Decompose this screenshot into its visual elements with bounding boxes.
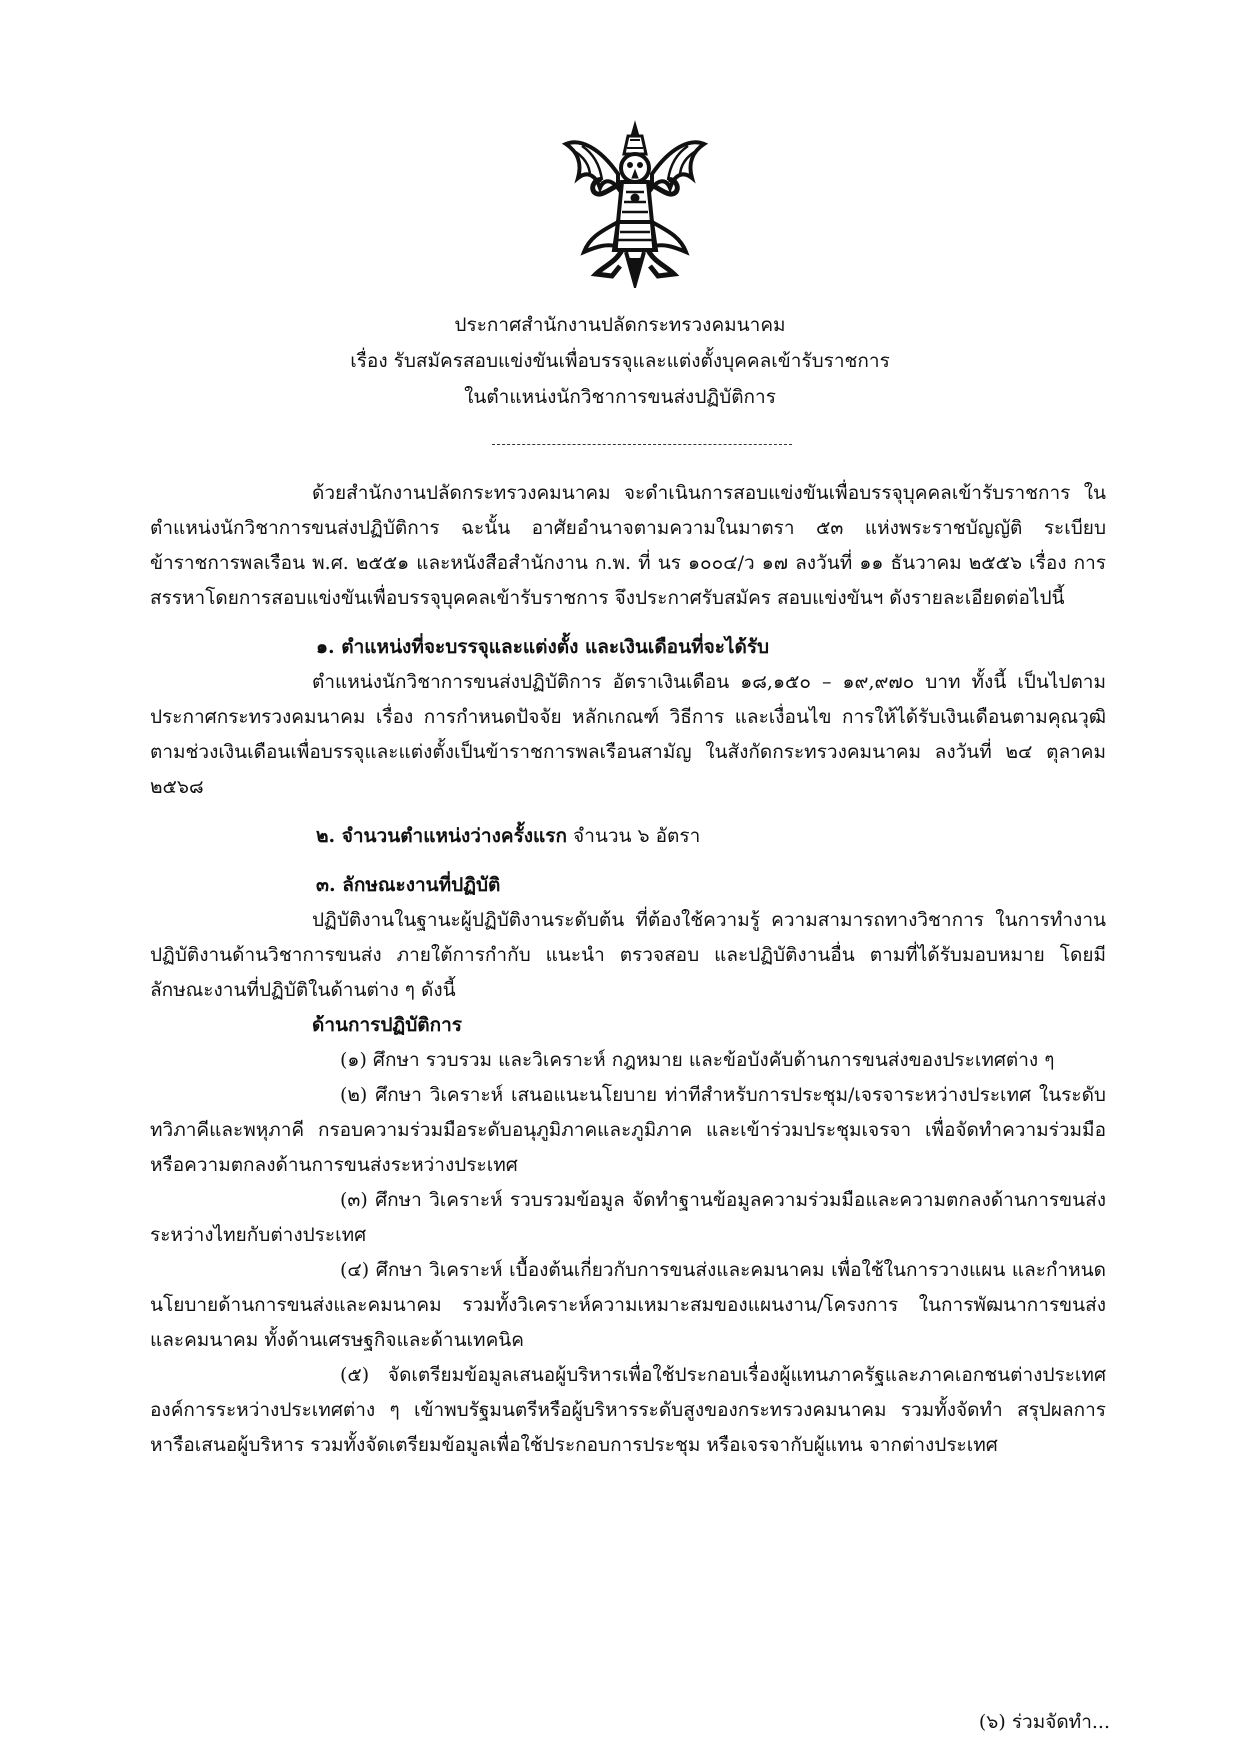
garuda-emblem	[560, 118, 710, 288]
section-2-value: จำนวน ๖ อัตรา	[567, 825, 701, 847]
announcement-title: ประกาศสำนักงานปลัดกระทรวงคมนาคม	[454, 314, 786, 336]
section-2-heading: ๒. จำนวนตำแหน่งว่างครั้งแรก	[316, 825, 568, 847]
section-1-text: ตำแหน่งนักวิชาการขนส่งปฏิบัติการ อัตราเงินเดือน ๑๘,๑๕๐ – ๑๙,๙๗๐ บาท ทั้งนี้ เป็นไปตามประกาศกระทรวงคมนาคม เรื่อง การกำหนดปัจจัย หลักเกณฑ์ วิธีการ และเงื่อนไข การให้ได้รับเงินเดือนตามคุณวุฒิตามช่วงเงินเดือนเพื่อบรรจุและแต่งตั้งเป็นข้าราชการพลเรือนสามัญ ในสังกัดกระทรวงคมนาคม ลงวันที่ ๒๔ ตุลาคม ๒๕๖๘	[150, 671, 1106, 798]
announcement-position: ในตำแหน่งนักวิชาการขนส่งปฏิบัติการ	[464, 386, 776, 408]
duty-item: (๒) ศึกษา วิเคราะห์ เสนอแนะนโยบาย ท่าทีสำหรับการประชุม/เจรจาระหว่างประเทศ ในระดับทวิภาคีและพหุภาคี กรอบความร่วมมือระดับอนุภูมิภาคและภูมิภาค และเข้าร่วมประชุมเจรจา เพื่อจัดทำความร่วมมือหรือความตกลงด้านการขนส่งระหว่างประเทศ	[150, 1084, 1106, 1176]
duty-item: (๔) ศึกษา วิเคราะห์ เบื้องต้นเกี่ยวกับการขนส่งและคมนาคม เพื่อใช้ในการวางแผน และกำหนดนโยบายด้านการขนส่งและคมนาคม รวมทั้งวิเคราะห์ความเหมาะสมของแผนงาน/โครงการ ในการพัฒนาการขนส่งและคมนาคม ทั้งด้านเศรษฐกิจและด้านเทคนิค	[150, 1259, 1106, 1351]
announcement-body	[150, 476, 1106, 1463]
section-2-line	[150, 819, 1106, 854]
title-divider	[492, 444, 792, 445]
announcement-subject: เรื่อง รับสมัครสอบแข่งขันเพื่อบรรจุและแต่งตั้งบุคคลเข้ารับราชการ	[350, 350, 890, 372]
intro-paragraph: ด้วยสำนักงานปลัดกระทรวงคมนาคม จะดำเนินการสอบแข่งขันเพื่อบรรจุบุคคลเข้ารับราชการ ในตำแหน่งนักวิชาการขนส่งปฏิบัติการ ฉะนั้น อาศัยอำนาจตามความในมาตรา ๕๓ แห่งพระราชบัญญัติ ระเบียบข้าราชการพลเรือน พ.ศ. ๒๕๕๑ และหนังสือสำนักงาน ก.พ. ที่ นร ๑๐๐๔/ว ๑๗ ลงวันที่ ๑๑ ธันวาคม ๒๕๕๖ เรื่อง การสรรหาโดยการสอบแข่งขันเพื่อบรรจุบุคคลเข้ารับราชการ จึงประกาศรับสมัคร สอบแข่งขันฯ ดังรายละเอียดต่อไปนี้	[150, 482, 1106, 609]
section-1-heading: ๑. ตำแหน่งที่จะบรรจุและแต่งตั้ง และเงินเดือนที่จะได้รับ	[316, 636, 770, 658]
section-3-subheading: ด้านการปฏิบัติการ	[312, 1014, 462, 1036]
section-3-text: ปฏิบัติงานในฐานะผู้ปฏิบัติงานระดับต้น ที่ต้องใช้ความรู้ ความสามารถทางวิชาการ ในการทำงาน ปฏิบัติงานด้านวิชาการขนส่ง ภายใต้การกำกับ แนะนำ ตรวจสอบ และปฏิบัติงานอื่น ตามที่ได้รับมอบหมาย โดยมีลักษณะงานที่ปฏิบัติในด้านต่าง ๆ ดังนี้	[150, 909, 1106, 1001]
duty-item: (๑) ศึกษา รวบรวม และวิเคราะห์ กฎหมาย และข้อบังคับด้านการขนส่งของประเทศต่าง ๆ	[340, 1049, 1055, 1071]
continuation-note: (๖) ร่วมจัดทำ...	[978, 1711, 1110, 1733]
section-3-heading: ๓. ลักษณะงานที่ปฏิบัติ	[316, 874, 501, 896]
duty-item: (๕) จัดเตรียมข้อมูลเสนอผู้บริหารเพื่อใช้ประกอบเรื่องผู้แทนภาครัฐและภาคเอกชนต่างประเทศ องค์การระหว่างประเทศต่าง ๆ เข้าพบรัฐมนตรีหรือผู้บริหารระดับสูงของกระทรวงคมนาคม รวมทั้งจัดทำ สรุปผลการหารือเสนอผู้บริหาร รวมทั้งจัดเตรียมข้อมูลเพื่อใช้ประกอบการประชุม หรือเจรจากับผู้แทน จากต่างประเทศ	[150, 1364, 1106, 1456]
duty-item: (๓) ศึกษา วิเคราะห์ รวบรวมข้อมูล จัดทำฐานข้อมูลความร่วมมือและความตกลงด้านการขนส่ง ระหว่างไทยกับต่างประเทศ	[150, 1189, 1106, 1246]
